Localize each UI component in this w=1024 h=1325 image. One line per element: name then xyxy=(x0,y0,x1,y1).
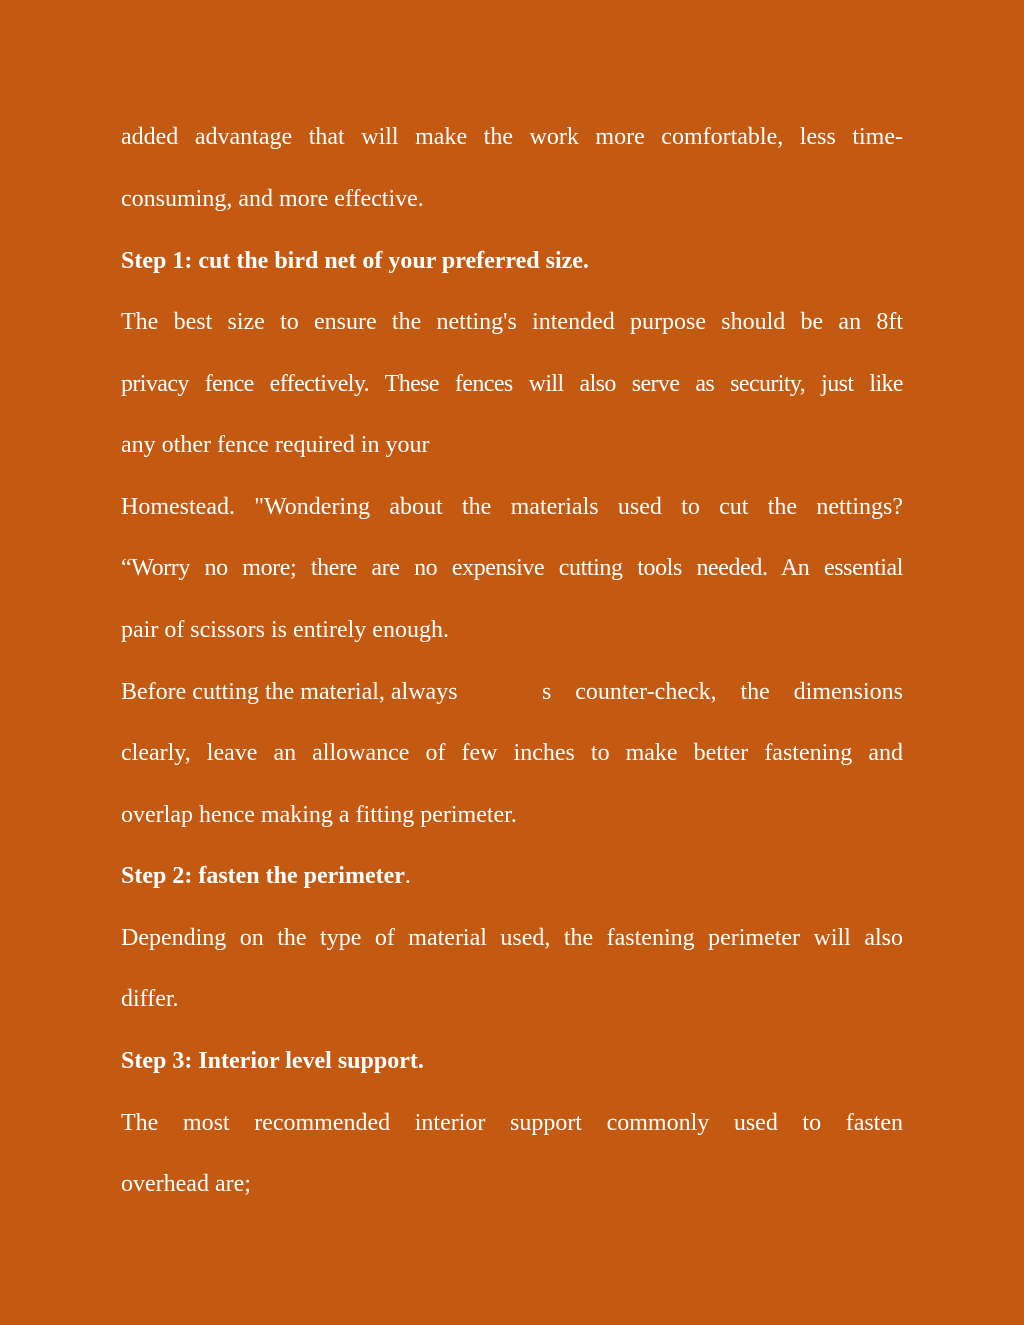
step-2-heading-line xyxy=(121,861,411,891)
paragraph-line: added advantage that will make the work more comfortable, less time- xyxy=(121,124,903,150)
step-2-heading: Step 2: fasten the perimeter xyxy=(121,863,405,889)
paragraph-line-start: Before cutting the material, always xyxy=(121,679,458,705)
paragraph-line: “Worry no more; there are no expensive cutting tools needed. An essential xyxy=(121,555,903,581)
paragraph-line: The best size to ensure the netting's intended purpose should be an 8ft xyxy=(121,309,903,335)
step-2-period: . xyxy=(404,863,411,889)
paragraph-line: overhead are; xyxy=(121,1171,251,1197)
paragraph-line: The most recommended interior support commonly used to fasten xyxy=(121,1110,903,1136)
paragraph-line-end: s counter-check, the dimensions xyxy=(542,679,903,705)
paragraph-line: consuming, and more effective. xyxy=(121,186,424,212)
paragraph-line: pair of scissors is entirely enough. xyxy=(121,617,449,643)
paragraph-line: overlap hence making a fitting perimeter. xyxy=(121,802,517,828)
step-3-heading: Step 3: Interior level support. xyxy=(121,1048,424,1074)
paragraph-line: privacy fence effectively. These fences will also serve as security, just like xyxy=(121,371,903,397)
paragraph-line: differ. xyxy=(121,986,179,1012)
paragraph-line: Depending on the type of material used, the fastening perimeter will also xyxy=(121,925,903,951)
paragraph-line: Homestead. "Wondering about the materials used to cut the nettings? xyxy=(121,494,903,520)
paragraph-line: clearly, leave an allowance of few inches to make better fastening and xyxy=(121,740,903,766)
step-1-heading: Step 1: cut the bird net of your preferred size. xyxy=(121,248,589,274)
paragraph-line: any other fence required in your xyxy=(121,432,430,458)
